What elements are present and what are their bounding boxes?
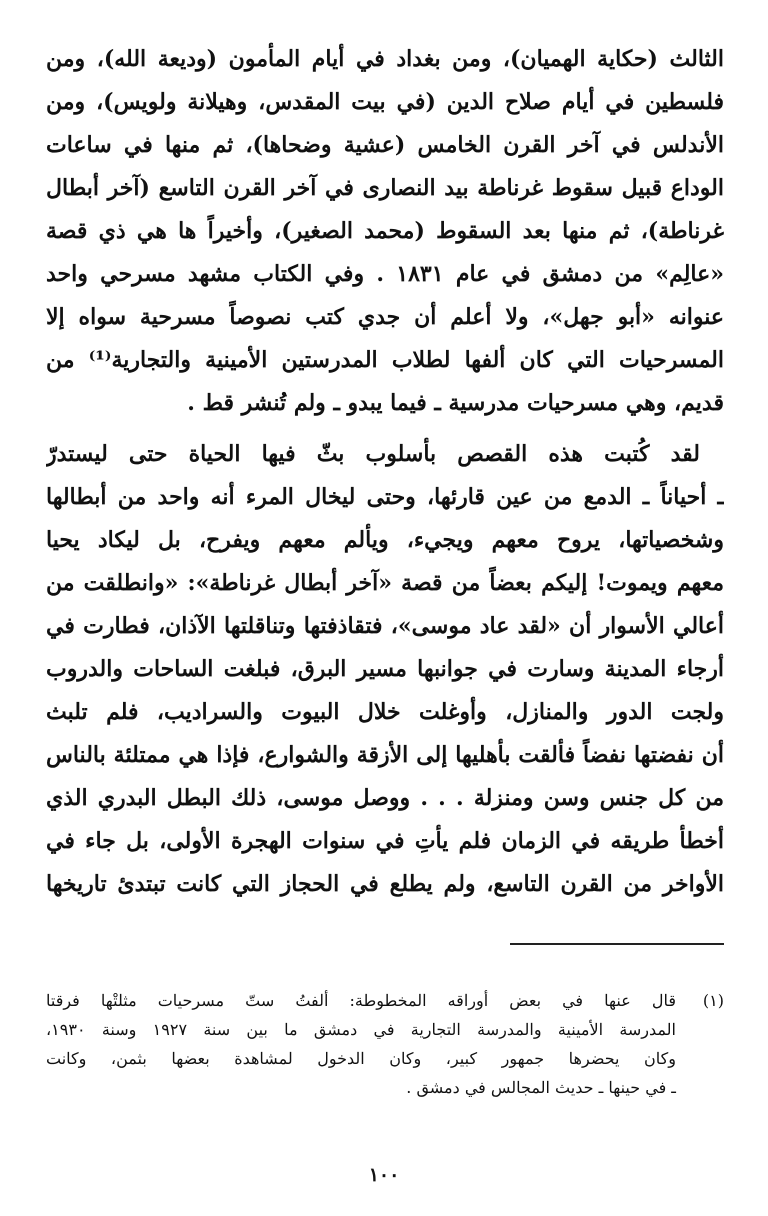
footnote-number: (١)	[702, 991, 724, 1010]
text-line: من كل جنس وسن ومنزلة . . . ووصل موسى، ذلك البطل البدري الذي	[46, 785, 724, 811]
text-line: عنوانه «أبو جهل»، ولا أعلم أن جدي كتب نصوصاً مسرحية سواه إلا	[46, 304, 724, 330]
text-line: أخطأ طريقه في الزمان فلم يأتِ في سنوات الهجرة الأولى، بل جاء في	[46, 828, 724, 854]
text-line: فلسطين في أيام صلاح الدين (في بيت المقدس، وهيلانة ولويس)، ومن	[46, 89, 724, 115]
text-line: ولجت الدور والمنازل، وأوغلت خلال البيوت والسراديب، فلم تلبث	[46, 699, 724, 725]
text-line: الوداع قبيل سقوط غرناطة بيد النصارى في آخر القرن التاسع (آخر أبطال	[46, 175, 724, 201]
text-line: غرناطة)، ثم منها بعد السقوط (محمد الصغير)، وأخيراً ها هي ذي قصة	[46, 218, 724, 244]
text-line: المسرحيات التي كان ألفها لطلاب المدرستين الأمينية والتجارية⁽¹⁾ من	[46, 347, 724, 373]
text-line: «عالِم» من دمشق في عام ١٨٣١ . وفي الكتاب مشهد مسرحي واحد	[46, 261, 724, 287]
footnote	[46, 986, 724, 1102]
text-line: لقد كُتبت هذه القصص بأسلوب بثّ فيها الحياة حتى ليستدرّ	[46, 441, 700, 467]
text-line: قديم، وهي مسرحيات مدرسية ـ فيما يبدو ـ ولم تُنشر قط .	[187, 390, 724, 416]
footnote-line: وكان يحضرها جمهور كبير، وكان الدخول لمشاهدة بعضها بثمن، وكانت	[46, 1049, 676, 1068]
text-line: الثالث (حكاية الهميان)، ومن بغداد في أيام المأمون (وديعة الله)، ومن	[46, 46, 724, 72]
footnote-line: المدرسة الأمينية والمدرسة التجارية في دمشق ما بين سنة ١٩٢٧ وسنة ١٩٣٠،	[46, 1020, 676, 1039]
text-line: معهم ويموت! إليكم بعضاً من قصة «آخر أبطال غرناطة»: «وانطلقت من	[46, 570, 724, 596]
footnote-line: ـ في حينها ـ حديث المجالس في دمشق .	[406, 1078, 676, 1097]
text-line: الأواخر من القرن التاسع، ولم يطلع في الحجاز التي كانت تبتدئ تاريخها	[46, 871, 724, 897]
text-line: وشخصياتها، يروح معهم ويجيء، ويألم معهم ويفرح، بل ليكاد يحيا	[46, 527, 724, 553]
text-line: أرجاء المدينة وسارت في جوانبها مسير البرق، فبلغت الساحات والدروب	[46, 656, 724, 682]
footnote-line	[46, 986, 724, 1015]
text-line: أعالي الأسوار أن «لقد عاد موسى»، فتقاذفتها وتناقلتها الآذان، فطارت في	[46, 613, 724, 639]
paragraph-gap	[46, 425, 724, 433]
text-line: الأندلس في آخر القرن الخامس (عشية وضحاها)، ثم منها في ساعات	[46, 132, 724, 158]
footnote-divider	[510, 943, 724, 945]
paragraph-1	[46, 38, 724, 425]
page-number: ١٠٠	[368, 1164, 400, 1186]
footnote-line-text: قال عنها في بعض أوراقه المخطوطة: ألفتُ ستّ مسرحيات مثلتْها فرقتا	[46, 991, 676, 1010]
main-text	[46, 38, 724, 906]
paragraph-2	[46, 433, 724, 906]
text-line: ـ أحياناً ـ الدمع من عين قارئها، وحتى ليخال المرء أنه واحد من أبطالها	[46, 484, 724, 510]
text-line: أن نفضتها نفضاً فألقت بأهليها إلى الأزقة والشوارع، فإذا هي ممتلئة بالناس	[46, 742, 724, 768]
